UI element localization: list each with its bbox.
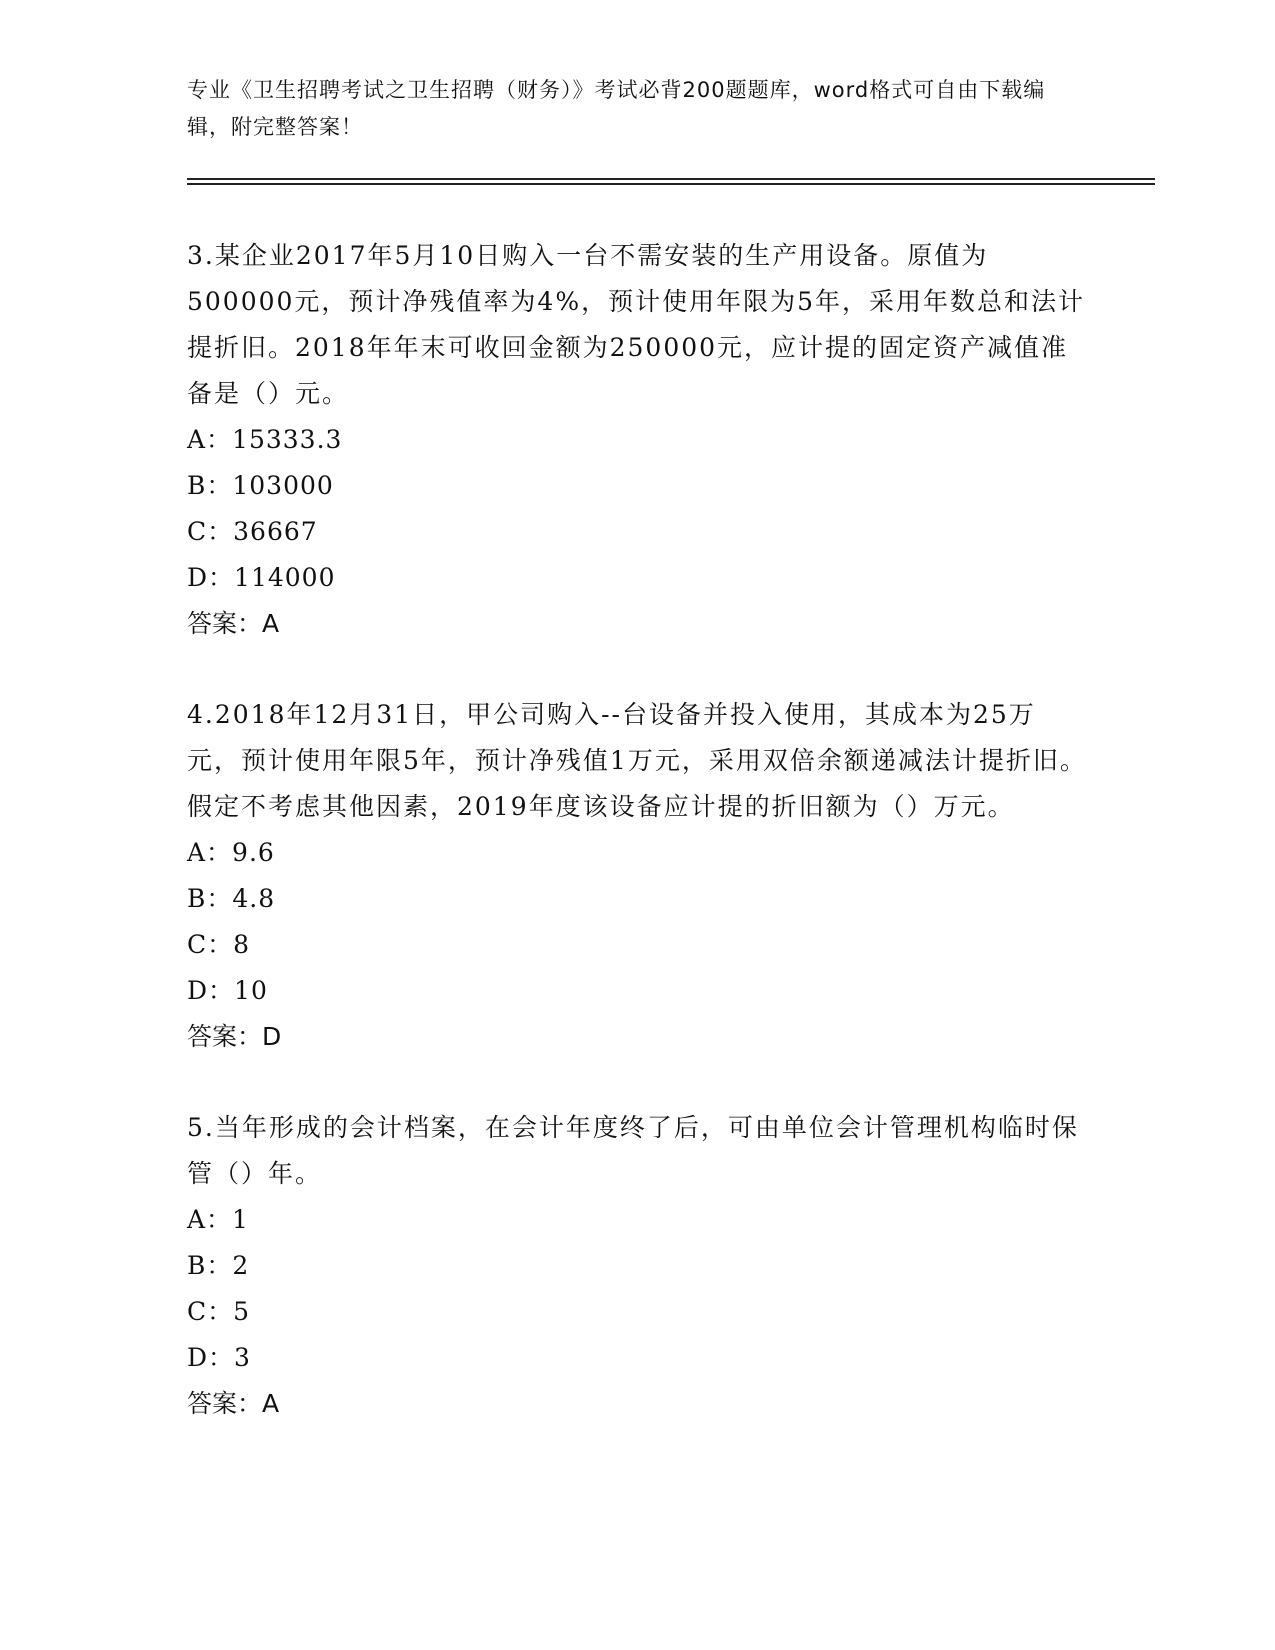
option-d: D：3 (187, 1343, 251, 1372)
question-stem: 5.当年形成的会计档案，在会计年度终了后，可由单位会计管理机构临时保管（）年。 (187, 1113, 1079, 1188)
answer: 答案：A (187, 609, 280, 638)
question-list (187, 233, 1087, 1472)
option-d: D：10 (187, 976, 268, 1005)
option-c: C：5 (187, 1297, 251, 1326)
answer: 答案：A (187, 1389, 280, 1418)
header-divider-bottom (187, 183, 1155, 185)
answer: 答案：D (187, 1022, 282, 1051)
option-a: A：1 (187, 1205, 249, 1234)
option-b: B：103000 (187, 471, 334, 500)
question-4 (187, 692, 1087, 1060)
question-3 (187, 233, 1087, 647)
option-a: A：9.6 (187, 838, 275, 867)
option-c: C：36667 (187, 517, 318, 546)
option-b: B：4.8 (187, 884, 276, 913)
option-b: B：2 (187, 1251, 250, 1280)
question-stem: 4.2018年12月31日，甲公司购入--台设备并投入使用，其成本为25万元，预计使用年限5年，预计净残值1万元，采用双倍余额递减法计提折旧。假定不考虑其他因素，2019年度该设备应计提的折旧额为（）万元。 (187, 700, 1087, 821)
document-header: 专业《卫生招聘考试之卫生招聘（财务）》考试必背200题题库，word格式可自由下载编辑，附完整答案！ (187, 78, 1046, 139)
header-divider-top (187, 178, 1155, 180)
question-5 (187, 1105, 1087, 1427)
option-a: A：15333.3 (187, 425, 343, 454)
option-d: D：114000 (187, 563, 336, 592)
option-c: C：8 (187, 930, 251, 959)
question-stem: 3.某企业2017年5月10日购入一台不需安装的生产用设备。原值为500000元，预计净残值率为4%，预计使用年限为5年，采用年数总和法计提折旧。2018年年末可收回金额为250000元，应计提的固定资产减值准备是（）元。 (187, 241, 1086, 408)
